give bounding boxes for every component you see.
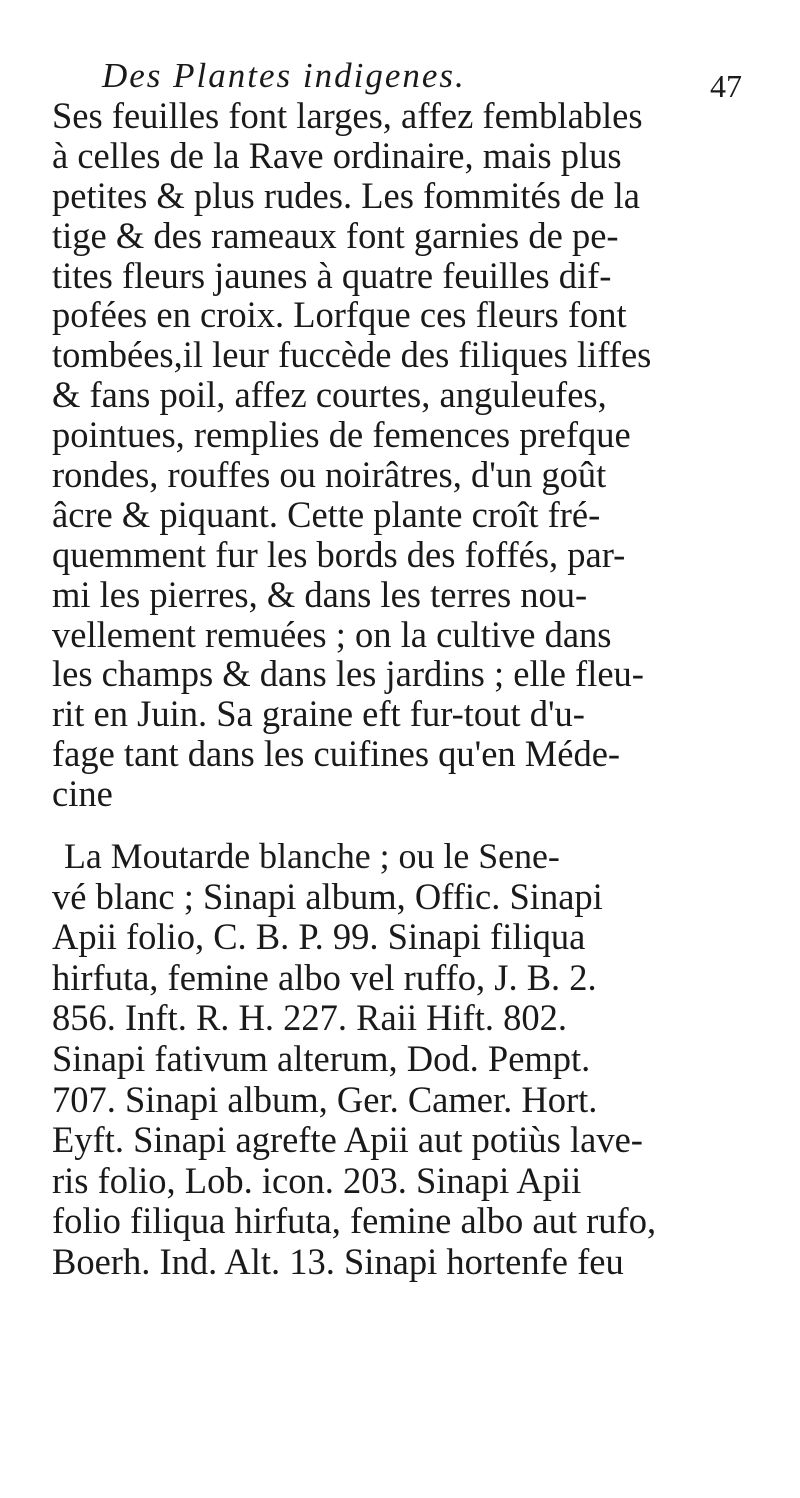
text-line: vellement remuées ; on la cultive dans <box>52 613 612 655</box>
text-line: âcre & piquant. Cette plante croît fré- <box>52 493 601 535</box>
page-number: 47 <box>710 68 742 104</box>
text-line: quemment fur les bords des foffés, par- <box>52 533 626 575</box>
text-line: petites & plus rudes. Les fommités de la <box>52 174 640 216</box>
text-line: vé blanc ; Sinapi album, Offic. Sinapi <box>52 875 603 917</box>
text-line: ris folio, Lob. icon. 203. Sinapi Apii <box>52 1159 582 1201</box>
text-line: folio filiqua hirfuta, femine albo aut rufo, <box>52 1200 657 1242</box>
text-line: Apii folio, C. B. P. 99. Sinapi filiqua <box>52 916 586 958</box>
text-line: fage tant dans les cuifines qu'en Méde- <box>52 733 621 775</box>
text-line: à celles de la Rave ordinaire, mais plus <box>52 134 622 176</box>
text-line: tites fleurs jaunes à quatre feuilles dif- <box>52 254 612 296</box>
text-line: rit en Juin. Sa graine eft fur-tout d'u- <box>52 693 585 735</box>
paragraph-moutarde-blanche <box>52 836 752 1283</box>
text-line: La Moutarde blanche ; ou le Sene- <box>64 836 560 876</box>
text-line: Boerh. Ind. Alt. 13. Sinapi hortenfe feu <box>52 1240 624 1282</box>
text-line: les champs & dans les jardins ; elle fleu- <box>52 653 644 695</box>
text-line: mi les pierres, & dans les terres nou- <box>52 573 588 615</box>
text-line: Sinapi fativum alterum, Dod. Pempt. <box>52 1037 591 1079</box>
running-title: Des Plantes indigenes. <box>102 56 466 95</box>
text-line: pointues, remplies de femences prefque <box>52 414 631 456</box>
text-line: hirfuta, femine albo vel ruffo, J. B. 2. <box>52 956 597 998</box>
text-line: 856. Inft. R. H. 227. Raii Hift. 802. <box>52 997 568 1039</box>
text-line: pofées en croix. Lorfque ces fleurs font <box>52 294 627 336</box>
text-line: 707. Sinapi album, Ger. Camer. Hort. <box>52 1078 598 1120</box>
text-line: cine <box>52 773 113 815</box>
text-line: rondes, rouffes ou noirâtres, d'un goût <box>52 454 607 496</box>
running-head <box>92 56 742 104</box>
text-line: Ses feuilles font larges, affez femblables <box>52 95 643 136</box>
text-line: & fans poil, affez courtes, anguleufes, <box>52 374 607 416</box>
text-line: Eyft. Sinapi agrefte Apii aut potiùs lave- <box>52 1119 643 1161</box>
text-line: tombées,il leur fuccède des filiques liffes <box>52 334 652 376</box>
text-line: tige & des rameaux font garnies de pe- <box>52 214 619 256</box>
paragraph-plant-description <box>52 96 752 814</box>
